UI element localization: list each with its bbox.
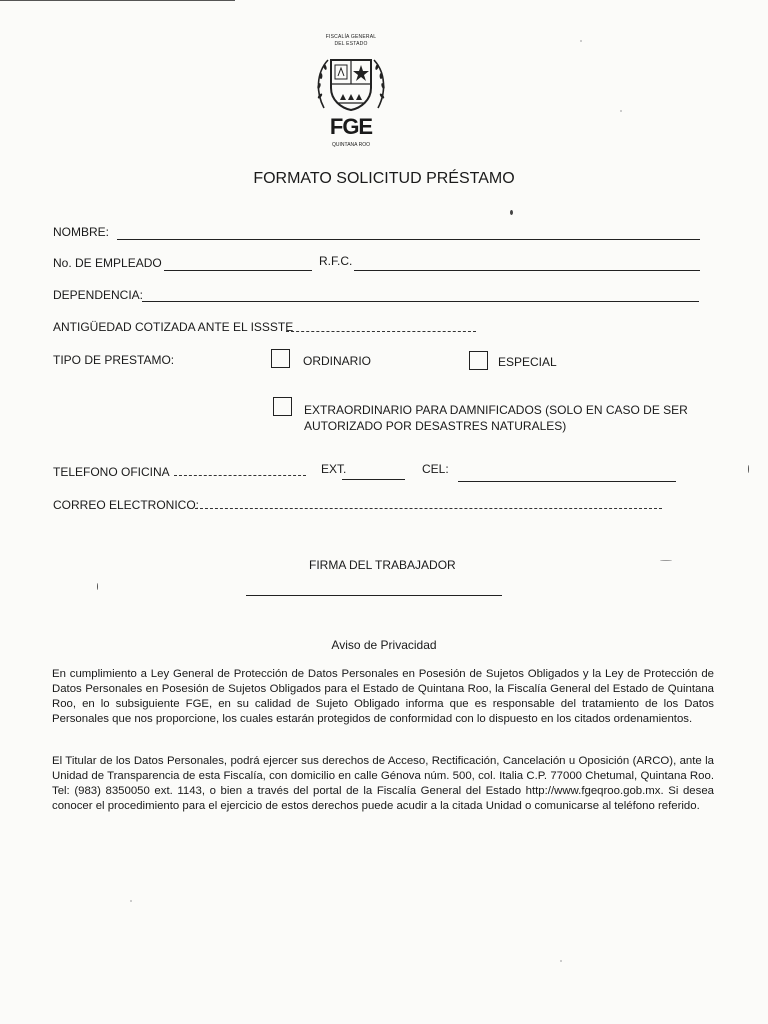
- especial-checkbox[interactable]: [469, 351, 488, 370]
- logo-top-text: FISCALÍA GENERAL: [325, 34, 377, 40]
- telefono-field[interactable]: [174, 475, 306, 476]
- scan-speck: [510, 210, 513, 215]
- privacy-heading: Aviso de Privacidad: [331, 638, 437, 652]
- extraordinario-label: EXTRAORDINARIO PARA DAMNIFICADOS (SOLO EN CASO DE SER: [304, 403, 688, 417]
- dependencia-label: DEPENDENCIA:: [53, 288, 144, 302]
- fge-logo: [306, 34, 396, 152]
- extraordinario-checkbox[interactable]: [273, 397, 292, 416]
- ext-field[interactable]: [342, 479, 405, 480]
- especial-label: ESPECIAL: [498, 355, 557, 369]
- scan-speck: [660, 560, 672, 561]
- correo-field[interactable]: [190, 508, 662, 509]
- logo-top-text-2: DEL ESTADO: [334, 41, 368, 47]
- nombre-label: NOMBRE:: [53, 225, 110, 239]
- cel-field[interactable]: [458, 481, 676, 482]
- telefono-label: TELEFONO OFICINA: [53, 465, 170, 479]
- tipo-prestamo-label: TIPO DE PRESTAMO:: [53, 353, 175, 367]
- antiguedad-label: ANTIGÜEDAD COTIZADA ANTE EL ISSSTE: [53, 320, 294, 334]
- top-edge-line: [0, 0, 235, 1]
- scan-speck: [748, 465, 749, 473]
- scan-speck: [97, 583, 98, 590]
- scan-speck: [620, 110, 622, 112]
- rfc-label: R.F.C.: [319, 254, 353, 268]
- empleado-label: No. DE EMPLEADO: [53, 256, 162, 270]
- scan-speck: [580, 40, 582, 42]
- extraordinario-label-2: AUTORIZADO POR DESASTRES NATURALES): [304, 419, 567, 433]
- logo-acronym: FGE: [329, 114, 373, 139]
- dependencia-field[interactable]: [142, 301, 699, 302]
- privacy-paragraph-2: El Titular de los Datos Personales, podrá ejercer sus derechos de Acceso, Rectificación, Cancelación u Oposición (ARCO), ante la Unidad de Transparencia de esta Fiscalía, con domicilio en calle Génova núm. 500, col. Italia C.P. 77000 Chetumal, Quintana Roo. Tel: (983) 8350050 ext. 1143, o bien a través del portal de la Fiscalía General del Estado http://www.fgeqroo.gob.mx. Si desea conocer el procedimiento para el ejercicio de estos derechos puede acudir a la citada Unidad o comunicarse al teléfono referido.: [52, 755, 714, 812]
- ordinario-checkbox[interactable]: [271, 349, 290, 368]
- shield-emblem-icon: [314, 48, 388, 118]
- rfc-field[interactable]: [354, 270, 700, 271]
- scan-speck: [560, 960, 562, 962]
- privacy-paragraph-1: En cumplimiento a Ley General de Protección de Datos Personales en Posesión de Sujetos Obligados y la Ley de Protección de Datos Personales en Posesión de Sujetos Obligados para el Estado de Quintana Roo, la Fiscalía General del Estado de Quintana Roo, en lo subsiguiente FGE, en su calidad de Sujeto Obligado informa que es responsable del tratamiento de los Datos Personales que nos proporcione, los cuales estarán protegidos de conformidad con lo dispuesto en los citados ordenamientos.: [52, 668, 714, 725]
- ext-label: EXT.: [321, 462, 347, 476]
- empleado-field[interactable]: [164, 270, 312, 271]
- scan-speck: [130, 900, 132, 902]
- nombre-field[interactable]: [117, 239, 700, 240]
- page-title: FORMATO SOLICITUD PRÉSTAMO: [253, 170, 515, 187]
- ordinario-label: ORDINARIO: [303, 354, 372, 368]
- antiguedad-field[interactable]: [286, 331, 476, 332]
- firma-line[interactable]: [246, 595, 502, 596]
- correo-label: CORREO ELECTRONICO:: [53, 498, 200, 512]
- cel-label: CEL:: [422, 462, 449, 476]
- logo-bottom-text: QUINTANA ROO: [332, 142, 370, 148]
- firma-label: FIRMA DEL TRABAJADOR: [309, 558, 456, 572]
